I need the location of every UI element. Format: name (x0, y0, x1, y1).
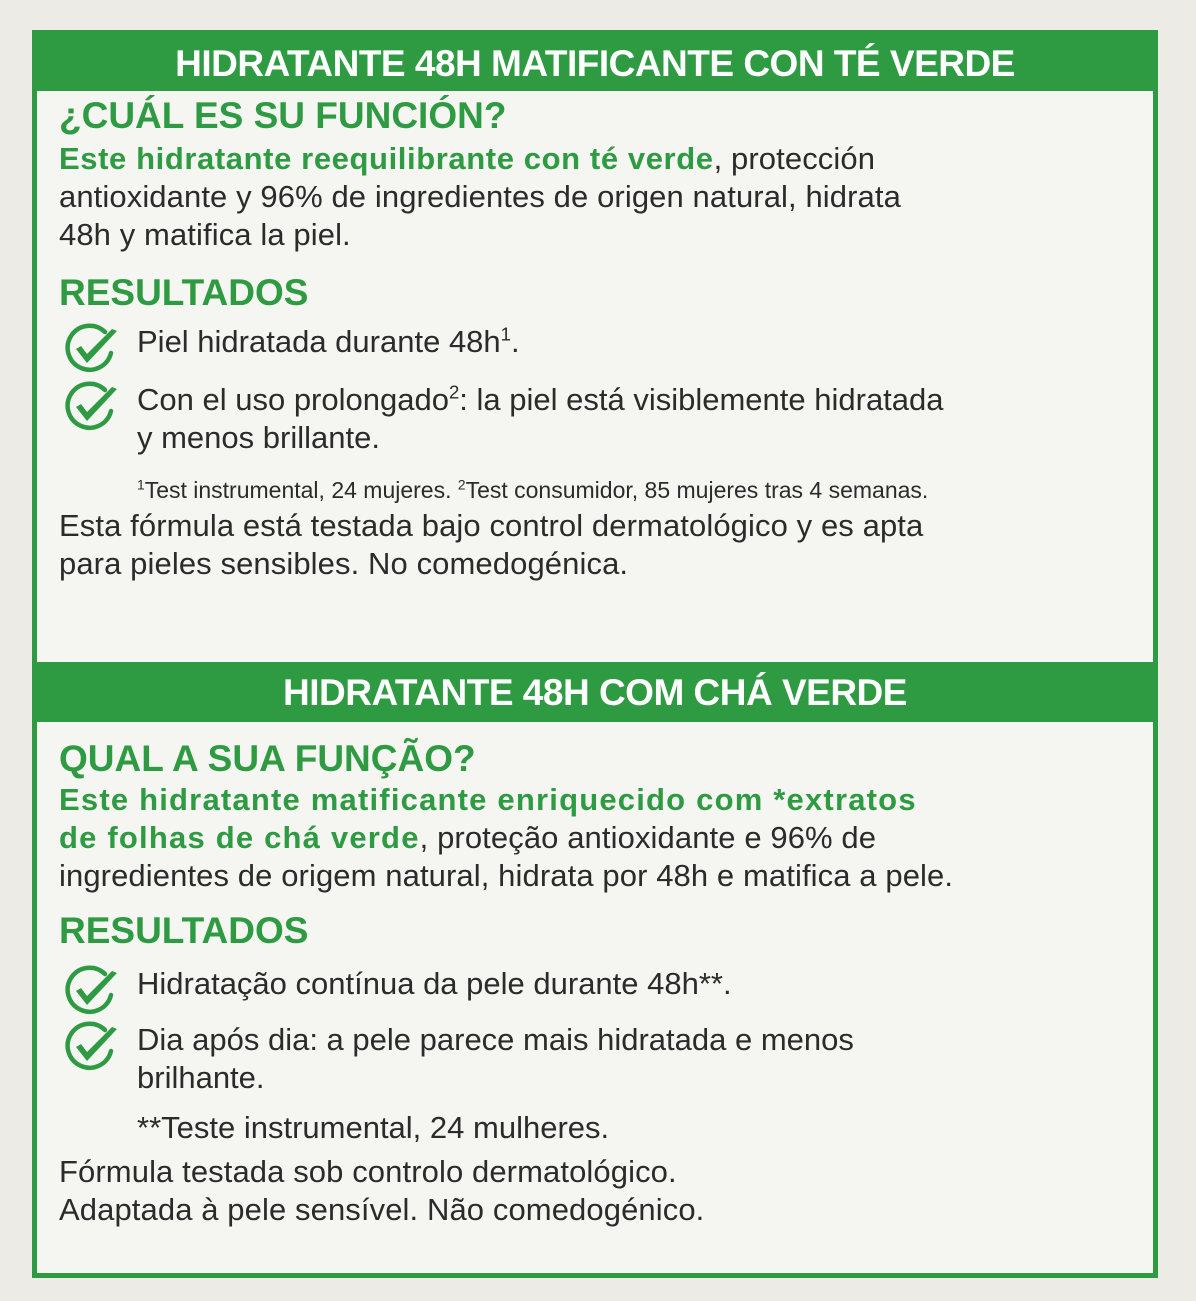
portuguese-footnote: **Teste instrumental, 24 mulheres. (137, 1110, 610, 1145)
portuguese-result-2: Dia após dia: a pele parece mais hidratada e menos brilhante. (59, 1021, 1123, 1097)
spanish-title: HIDRATANTE 48H MATIFICANTE CON TÉ VERDE (175, 42, 1015, 84)
spanish-results-heading: RESULTADOS (59, 272, 309, 313)
check-circle-icon (59, 381, 123, 435)
portuguese-section (59, 722, 1123, 1229)
portuguese-title: HIDRATANTE 48H COM CHÁ VERDE (283, 671, 907, 713)
spanish-section (59, 91, 1123, 583)
spanish-formula-text: Esta fórmula está testada bajo control dermatológico y es apta para pieles sensibles. No comedogénica. (59, 508, 924, 581)
spanish-function-line-1: Este hidratante reequilibrante con té verde, protección (59, 141, 876, 176)
portuguese-function-heading: QUAL A SUA FUNÇÃO? (59, 738, 476, 779)
product-info-panel (32, 30, 1158, 1278)
portuguese-title-band (37, 662, 1153, 722)
portuguese-formula-text: Fórmula testada sob controlo dermatológico. Adaptada à pele sensível. Não comedogénico. (59, 1154, 705, 1227)
spanish-function-heading: ¿CUÁL ES SU FUNCIÓN? (59, 95, 507, 136)
portuguese-results-heading: RESULTADOS (59, 910, 309, 951)
portuguese-function-line-3: ingredientes de origem natural, hidrata por 48h e matifica a pele. (59, 858, 954, 893)
portuguese-function-highlight-1: Este hidratante matificante enriquecido com *extratos (59, 782, 917, 817)
check-circle-icon (59, 323, 123, 377)
portuguese-function-line-2: de folhas de chá verde, proteção antioxidante e 96% de (59, 820, 877, 855)
spanish-title-band (37, 35, 1153, 91)
portuguese-result-1: Hidratação contínua da pele durante 48h**. (59, 965, 1123, 1013)
spanish-result-2: Con el uso prolongado$^2$: la piel está visiblemente hidratada y menos brillante. (59, 381, 1123, 457)
spanish-footnote: $^1$Test instrumental, 24 mujeres. $^2$Test consumidor, 85 mujeres tras 4 semanas. (137, 477, 929, 503)
spanish-function-line-2: antioxidante y 96% de ingredientes de origen natural, hidrata (59, 179, 901, 214)
check-circle-icon (59, 1021, 123, 1075)
check-circle-icon (59, 965, 123, 1019)
portuguese-function-text (59, 781, 1123, 895)
spanish-function-highlight: Este hidratante reequilibrante con té verde (59, 141, 714, 176)
spanish-function-text (59, 140, 1123, 254)
spanish-result-1: Piel hidratada durante $48h^1$. (59, 323, 1123, 371)
portuguese-function-highlight-2: de folhas de chá verde (59, 820, 420, 855)
spanish-function-line-3: 48h y matifica la piel. (59, 217, 351, 252)
